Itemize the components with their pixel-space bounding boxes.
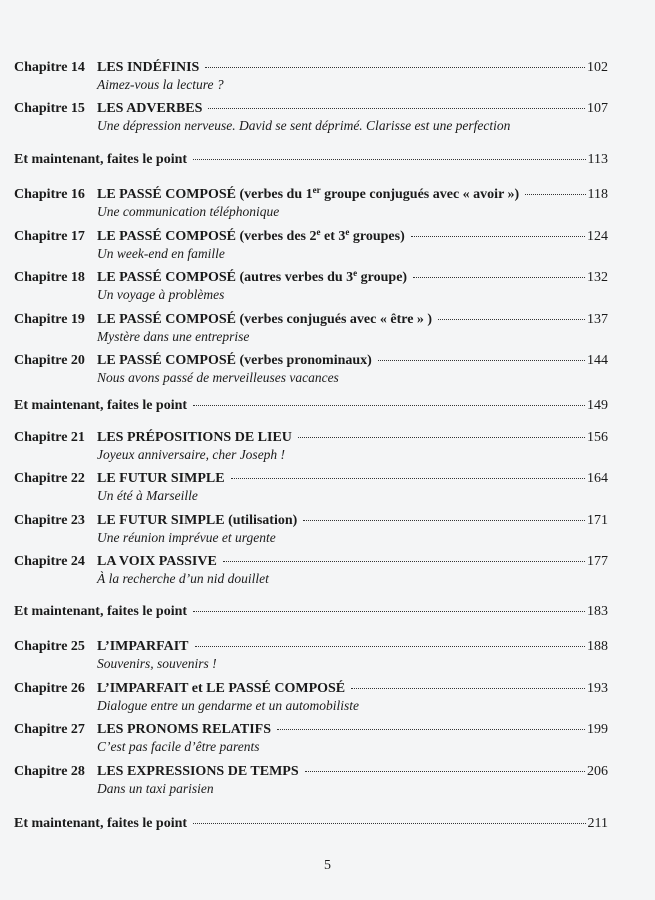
page-ref: 199 (587, 722, 608, 737)
toc-entry (14, 269, 608, 303)
chapter-number: Chapitre 18 (14, 270, 85, 285)
chapter-title: LE PASSÉ COMPOSÉ (verbes des 2e et 3e groupes) (97, 227, 405, 244)
dot-leader (231, 478, 585, 479)
dot-leader (303, 520, 585, 521)
chapter-subtitle: Dans un taxi parisien (97, 781, 214, 796)
page-ref: 183 (587, 604, 608, 619)
chapter-title: LE PASSÉ COMPOSÉ (verbes conjugués avec « être » ) (97, 312, 433, 327)
dot-leader (298, 437, 585, 438)
page-ref: 144 (587, 353, 608, 368)
toc-entry (14, 352, 608, 386)
dot-leader (193, 159, 585, 160)
chapter-subtitle: Mystère dans une entreprise (97, 329, 250, 344)
page-ref: 164 (587, 471, 608, 486)
toc-entry (14, 638, 608, 672)
chapter-title: LES PRONOMS RELATIFS (97, 722, 271, 737)
toc-entry (14, 59, 608, 93)
chapter-number: Chapitre 22 (14, 471, 85, 486)
chapter-subtitle: C’est pas facile d’être parents (97, 739, 260, 754)
chapter-subtitle: Une dépression nerveuse. David se sent déprimé. Clarisse est une perfection (97, 118, 511, 133)
review-entry (14, 815, 608, 833)
page-ref: 188 (587, 639, 608, 654)
chapter-number: Chapitre 21 (14, 430, 85, 445)
page-ref: 211 (587, 816, 608, 831)
page-ref: 149 (587, 398, 608, 413)
chapter-title: LE FUTUR SIMPLE (97, 471, 225, 486)
dot-leader (205, 67, 585, 68)
page-ref: 156 (587, 430, 608, 445)
dot-leader (525, 194, 585, 195)
chapter-title: LES INDÉFINIS (97, 60, 200, 75)
toc-entry (14, 100, 608, 134)
dot-leader (193, 405, 585, 406)
chapter-title: L’IMPARFAIT (97, 639, 189, 654)
page-ref: 132 (587, 270, 608, 285)
chapter-number: Chapitre 26 (14, 681, 85, 696)
chapter-subtitle: Une communication téléphonique (97, 204, 280, 219)
chapter-title: LE PASSÉ COMPOSÉ (verbes pronominaux) (97, 353, 372, 368)
dot-leader (378, 360, 585, 361)
chapter-title: LE PASSÉ COMPOSÉ (autres verbes du 3e groupe) (97, 268, 408, 285)
chapter-title: LE FUTUR SIMPLE (utilisation) (97, 513, 298, 528)
chapter-title: LES EXPRESSIONS DE TEMPS (97, 764, 299, 779)
page-ref: 107 (587, 101, 608, 116)
chapter-subtitle: Un été à Marseille (97, 488, 198, 503)
chapter-number: Chapitre 28 (14, 764, 85, 779)
chapter-subtitle: Nous avons passé de merveilleuses vacances (97, 370, 339, 385)
dot-leader (413, 277, 585, 278)
page-ref: 177 (587, 554, 608, 569)
chapter-subtitle: Joyeux anniversaire, cher Joseph ! (97, 447, 286, 462)
dot-leader (411, 236, 585, 237)
chapter-title: L’IMPARFAIT et LE PASSÉ COMPOSÉ (97, 681, 346, 696)
toc-entry (14, 186, 608, 220)
page-ref: 137 (587, 312, 608, 327)
page-ref: 102 (587, 60, 608, 75)
review-title: Et maintenant, faites le point (14, 398, 188, 413)
chapter-number: Chapitre 17 (14, 229, 85, 244)
dot-leader (438, 319, 585, 320)
page-ref: 113 (587, 152, 608, 167)
dot-leader (277, 729, 585, 730)
page-ref: 118 (587, 187, 608, 202)
review-entry (14, 397, 608, 415)
toc-entry (14, 512, 608, 546)
chapter-subtitle: Un week-end en famille (97, 246, 225, 261)
chapter-number: Chapitre 19 (14, 312, 85, 327)
chapter-number: Chapitre 23 (14, 513, 85, 528)
toc-entry (14, 470, 608, 504)
chapter-title: LA VOIX PASSIVE (97, 554, 217, 569)
dot-leader (193, 823, 585, 824)
chapter-number: Chapitre 20 (14, 353, 85, 368)
dot-leader (195, 646, 585, 647)
dot-leader (223, 561, 585, 562)
toc-entry (14, 721, 608, 755)
chapter-number: Chapitre 27 (14, 722, 85, 737)
toc-entry (14, 311, 608, 345)
review-entry (14, 603, 608, 621)
chapter-number: Chapitre 15 (14, 101, 85, 116)
chapter-subtitle: Aimez-vous la lecture ? (97, 77, 224, 92)
chapter-subtitle: À la recherche d’un nid douillet (97, 571, 269, 586)
dot-leader (193, 611, 585, 612)
page-number: 5 (324, 858, 331, 873)
review-title: Et maintenant, faites le point (14, 152, 188, 167)
toc-entry (14, 228, 608, 262)
chapter-number: Chapitre 16 (14, 187, 85, 202)
chapter-subtitle: Dialogue entre un gendarme et un automobiliste (97, 698, 359, 713)
chapter-number: Chapitre 24 (14, 554, 85, 569)
toc-entry (14, 763, 608, 797)
chapter-number: Chapitre 25 (14, 639, 85, 654)
page-ref: 171 (587, 513, 608, 528)
review-title: Et maintenant, faites le point (14, 816, 188, 831)
toc-entry (14, 680, 608, 714)
chapter-subtitle: Un voyage à problèmes (97, 287, 225, 302)
review-entry (14, 151, 608, 169)
chapter-title: LE PASSÉ COMPOSÉ (verbes du 1er groupe conjugués avec « avoir ») (97, 185, 520, 202)
dot-leader (305, 771, 585, 772)
page-ref: 193 (587, 681, 608, 696)
chapter-title: LES ADVERBES (97, 101, 203, 116)
chapter-title: LES PRÉPOSITIONS DE LIEU (97, 430, 292, 445)
page-ref: 124 (587, 229, 608, 244)
toc-entry (14, 553, 608, 587)
chapter-subtitle: Souvenirs, souvenirs ! (97, 656, 217, 671)
chapter-number: Chapitre 14 (14, 60, 85, 75)
dot-leader (208, 108, 585, 109)
toc-entry (14, 429, 608, 463)
page-ref: 206 (587, 764, 608, 779)
dot-leader (351, 688, 585, 689)
review-title: Et maintenant, faites le point (14, 604, 188, 619)
chapter-subtitle: Une réunion imprévue et urgente (97, 530, 276, 545)
